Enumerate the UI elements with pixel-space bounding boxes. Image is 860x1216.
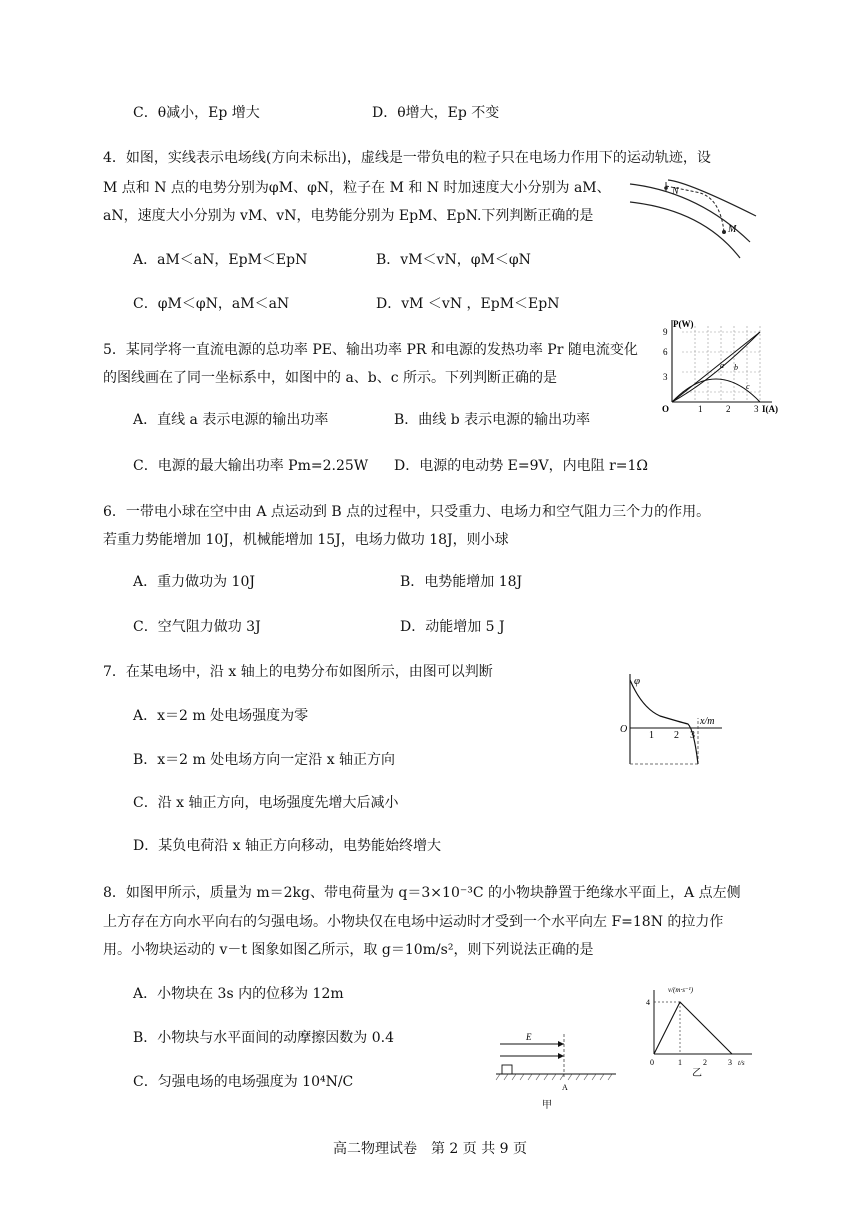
q4-stem-line3: aN，速度大小分别为 vM、vN，电势能分别为 EpM、EpN.下列判断正确的是 — [103, 208, 594, 224]
q7-x-tick-1: 1 — [649, 730, 654, 741]
q5-x-tick-3: 3 — [754, 404, 759, 414]
q7-option-d: D．某负电荷沿 x 轴正方向移动，电势能始终增大 — [133, 838, 442, 854]
q5-y-label: P(W) — [673, 319, 694, 329]
q8-stem-line1: 8．如图甲所示，质量为 m＝2kg、带电荷量为 q＝3×10⁻³C 的小物块静置于绝缘水平面上，A 点左侧 — [103, 885, 741, 901]
q3-option-c: C．θ减小，Ep 增大 — [133, 105, 260, 121]
q8-vt-x-tick-2: 2 — [703, 1058, 707, 1067]
q7-y-label: φ — [634, 675, 641, 687]
q8-caption-jia: 甲 — [542, 1100, 552, 1111]
q5-x-tick-1: 1 — [698, 404, 703, 414]
q8-stem-line3: 用。小物块运动的 v－t 图象如图乙所示，取 g＝10m/s²，则下列说法正确的是 — [103, 942, 594, 958]
q5-y-tick-9: 9 — [663, 327, 668, 337]
q5-curve-b: b — [734, 363, 738, 372]
q4-field-figure — [628, 172, 758, 262]
q3-option-d: D．θ增大，Ep 不变 — [372, 105, 500, 121]
q8-point-a-label: A — [562, 1083, 568, 1092]
q5-stem-line2: 的图线画在了同一坐标系中，如图中的 a、b、c 所示。下列判断正确的是 — [103, 370, 558, 386]
q4-option-d: D．vM ＜vN ，EpM＜EpN — [376, 296, 560, 312]
q7-stem: 7．在某电场中，沿 x 轴上的电势分布如图所示，由图可以判断 — [103, 664, 493, 680]
q6-stem-line1: 6．一带电小球在空中由 A 点运动到 B 点的过程中，只受重力、电场力和空气阻力三个力的作用。 — [103, 504, 711, 520]
q5-power-graph — [660, 318, 780, 414]
q8-stem-line2: 上方存在方向水平向右的匀强电场。小物块仅在电场中运动时才受到一个水平向左 F=18N 的拉力作 — [103, 914, 724, 930]
q4-stem-line2: M 点和 N 点的电势分别为φM、φN，粒子在 M 和 N 时加速度大小分别为 aM、 — [103, 180, 611, 196]
page-footer: 高二物理试卷 第 2 页 共 9 页 — [332, 1141, 528, 1157]
q8-vt-x-tick-1: 1 — [678, 1058, 682, 1067]
q6-option-a: A．重力做功为 10J — [133, 574, 255, 590]
q5-y-tick-3: 3 — [663, 372, 668, 382]
q7-x-tick-2: 2 — [674, 730, 679, 741]
q4-option-c: C．φM＜φN，aM＜aN — [133, 296, 290, 312]
q8-figure-jia — [492, 1026, 620, 1112]
q5-option-c: C．电源的最大输出功率 Pm=2.25W — [133, 458, 369, 474]
q7-option-c: C．沿 x 轴正方向，电场强度先增大后减小 — [133, 795, 399, 811]
q8-caption-yi: 乙 — [692, 1068, 702, 1078]
q5-option-a: A．直线 a 表示电源的输出功率 — [133, 412, 329, 428]
q4-stem-line1: 4．如图，实线表示电场线(方向未标出)，虚线是一带负电的粒子只在电场力作用下的运动轨迹，设 — [103, 150, 711, 166]
q6-option-c: C．空气阻力做功 3J — [133, 619, 261, 635]
q4-label-m: M — [728, 224, 737, 235]
q7-potential-graph — [618, 672, 730, 768]
q7-origin: O — [620, 724, 628, 735]
q6-stem-line2: 若重力势能增加 10J，机械能增加 15J，电场力做功 18J，则小球 — [103, 532, 509, 548]
q5-option-b: B．曲线 b 表示电源的输出功率 — [394, 412, 591, 428]
q7-option-b: B．x＝2 m 处电场方向一定沿 x 轴正方向 — [133, 752, 396, 768]
q8-vt-x-tick-3: 3 — [728, 1058, 732, 1067]
q7-x-tick-3: 3 — [690, 730, 695, 741]
q5-x-label: I(A) — [762, 404, 778, 414]
q8-option-a: A．小物块在 3s 内的位移为 12m — [133, 986, 344, 1002]
q8-field-label: E — [526, 1032, 532, 1042]
q5-x-tick-2: 2 — [726, 404, 731, 414]
q5-curve-a: a — [720, 361, 724, 370]
q8-vt-x-tick-0: 0 — [650, 1058, 654, 1067]
q7-x-label: x/m — [700, 716, 715, 727]
q4-label-n: N — [672, 186, 679, 197]
q4-option-b: B．vM＜vN，φM＜φN — [376, 252, 531, 268]
q8-option-b: B．小物块与水平面间的动摩擦因数为 0.4 — [133, 1030, 395, 1046]
q5-option-d: D．电源的电动势 E=9V，内电阻 r=1Ω — [394, 458, 649, 474]
q5-curve-c: c — [746, 382, 750, 391]
q8-vt-x-label: t/s — [738, 1059, 745, 1067]
q8-option-c: C．匀强电场的电场强度为 10⁴N/C — [133, 1074, 354, 1090]
q4-option-a: A．aM＜aN，EpM＜EpN — [133, 252, 308, 268]
q7-option-a: A．x＝2 m 处电场强度为零 — [133, 708, 309, 724]
q5-stem-line1: 5．某同学将一直流电源的总功率 PE、输出功率 PR 和电源的发热功率 Pr 随电流变化 — [103, 342, 638, 358]
q5-origin: O — [662, 404, 670, 414]
q8-vt-y-tick-4: 4 — [646, 998, 650, 1007]
q5-y-tick-6: 6 — [663, 347, 668, 357]
q8-vt-graph — [640, 984, 760, 1078]
q6-option-d: D．动能增加 5 J — [400, 619, 505, 635]
q8-vt-y-label: v/(m·s⁻¹) — [668, 986, 694, 994]
q6-option-b: B．电势能增加 18J — [400, 574, 523, 590]
